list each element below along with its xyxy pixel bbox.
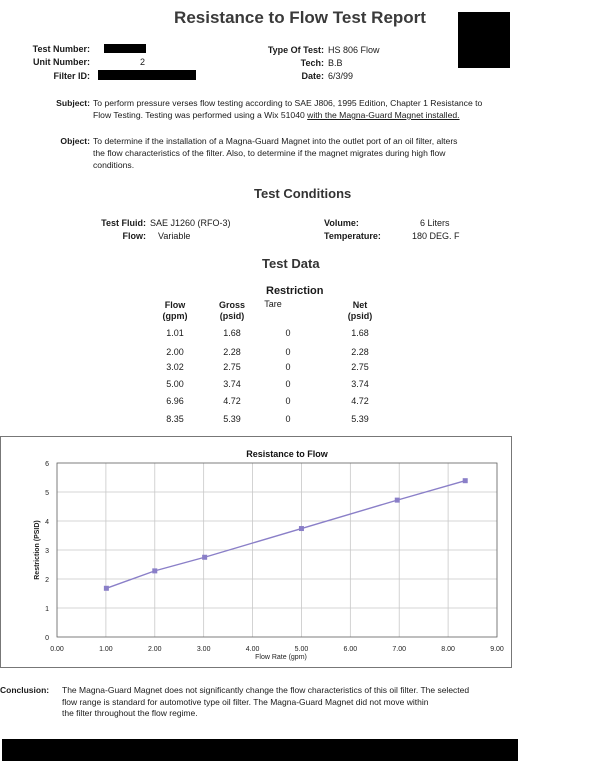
object-line-2: the flow characteristics of the filter. Also, to determine if the magnet migrates during high flow [93,148,446,158]
col-net-header [338,300,382,322]
col-net-unit: (psid) [347,311,373,321]
subject-line-2 [93,109,593,121]
flow-label: Flow: [122,231,146,241]
cell-net: 2.75 [351,362,369,372]
volume-label: Volume: [324,218,359,228]
resistance-chart [0,436,512,668]
test-fluid-value: SAE J1260 (RFO-3) [150,218,231,228]
cell-net: 5.39 [351,414,369,424]
restriction-heading: Restriction [266,285,324,297]
chart-title: Resistance to Flow [246,449,328,459]
y-tick-label: 5 [45,490,49,497]
data-point [395,498,400,503]
y-tick-label: 3 [45,548,49,555]
test-fluid-label: Test Fluid: [101,218,146,228]
x-tick-label: 1.00 [99,646,113,653]
x-tick-label: 0.00 [50,646,64,653]
subject-label-text: Subject: [56,98,90,108]
type-of-test-label: Type Of Test: [267,45,324,55]
conclusion-line-1: The Magna-Guard Magnet does not significantly change the flow characteristics of this oil filter. The selected [62,685,470,695]
subject-line-2a: Flow Testing. Testing was performed using a Wix 51040 [93,110,308,120]
temperature-label: Temperature: [324,231,381,241]
cell-flow: 3.02 [166,362,184,372]
cell-net: 1.68 [351,328,369,338]
cell-tare: 0 [285,328,291,338]
cell-gross: 1.68 [223,328,241,338]
conclusion-text [62,685,596,720]
object-text [93,135,593,171]
cell-gross: 2.75 [223,362,241,372]
data-point [463,478,468,483]
conclusion-line-2: flow range is standard for automotive type oil filter. The Magna-Guard Magnet did not move within [62,696,429,707]
volume-value: 6 Liters [420,218,450,228]
cell-tare: 0 [285,379,291,389]
x-tick-label: 4.00 [245,646,260,653]
date-value: 6/3/99 [328,71,354,81]
conclusion-label [0,685,60,697]
x-axis-label: Flow Rate (gpm) [255,654,307,661]
cell-tare: 0 [285,414,291,424]
temperature-value: 180 DEG. F [412,231,460,241]
conclusion-line-3: the filter throughout the flow regime. [62,708,198,718]
col-net-label: Net [352,300,368,310]
tech-value: B.B [328,58,343,68]
subject-line-1: To perform pressure verses flow testing according to SAE J806, 1995 Edition, Chapter 1 Resistance to [93,98,483,108]
subject-line-2b: with the Magna-Guard Magnet installed. [307,110,460,120]
cell-tare: 0 [285,347,291,357]
x-tick-label: 6.00 [343,646,358,653]
col-gross-header [210,300,254,322]
y-axis-label: Restriction (PSID) [34,520,41,580]
series-line [106,481,465,589]
data-point [152,568,157,573]
y-tick-label: 1 [45,606,49,613]
col-tare-label: Tare [264,299,282,309]
subject-label [30,97,90,109]
cell-flow: 5.00 [166,379,184,389]
col-tare-header [258,299,288,310]
data-point [104,586,109,591]
tech-label: Tech: [300,58,324,68]
cell-flow: 8.35 [166,414,184,424]
x-tick-label: 2.00 [147,646,162,653]
conclusion-label-text: Conclusion: [0,685,50,695]
x-tick-label: 7.00 [392,646,407,653]
cell-tare: 0 [285,362,291,372]
cell-gross: 4.72 [223,396,241,406]
col-gross-label: Gross [218,300,245,310]
type-of-test-value: HS 806 Flow [328,45,380,55]
chart-svg [1,437,511,667]
cell-gross: 2.28 [223,347,241,357]
object-label-text: Object: [60,136,90,146]
object-label [30,135,90,147]
filter-id-label: Filter ID: [53,71,90,81]
test-data-heading: Test Data [262,256,320,271]
subject-text [93,97,593,121]
cell-flow: 6.96 [166,396,184,406]
redaction-filter-id [98,70,196,80]
object-line-3: conditions. [93,160,135,170]
cell-flow: 2.00 [166,347,184,357]
x-tick-label: 8.00 [441,646,455,653]
col-flow-label: Flow [164,300,186,310]
col-flow-unit: (gpm) [162,311,188,321]
test-conditions-heading: Test Conditions [254,186,352,201]
object-line-1: To determine if the installation of a Magna-Guard Magnet into the outlet port of an oil filter, alters [93,136,458,146]
col-flow-header [155,300,195,322]
col-gross-unit: (psid) [219,311,245,321]
data-point [202,555,207,560]
unit-number-label: Unit Number: [33,57,90,67]
cell-gross: 5.39 [223,414,241,424]
unit-number-value: 2 [140,57,146,67]
x-tick-label: 5.00 [294,646,309,653]
report-title: Resistance to Flow Test Report [174,8,426,27]
y-tick-label: 2 [45,577,49,584]
test-number-label: Test Number: [32,44,90,54]
redaction-test-number [104,44,146,53]
y-tick-label: 6 [45,461,49,468]
cell-net: 3.74 [351,379,369,389]
cell-net: 2.28 [351,347,369,357]
redaction-block-logo [458,12,510,68]
cell-flow: 1.01 [166,328,184,338]
date-label: Date: [301,71,324,81]
cell-net: 4.72 [351,396,369,406]
flow-value: Variable [158,231,191,241]
data-point [299,526,304,531]
redaction-footer [2,739,518,761]
x-tick-label: 3.00 [196,646,211,653]
x-tick-label: 9.00 [490,646,504,653]
y-tick-label: 0 [45,635,49,642]
cell-gross: 3.74 [223,379,241,389]
cell-tare: 0 [285,396,291,406]
y-tick-label: 4 [45,519,49,526]
